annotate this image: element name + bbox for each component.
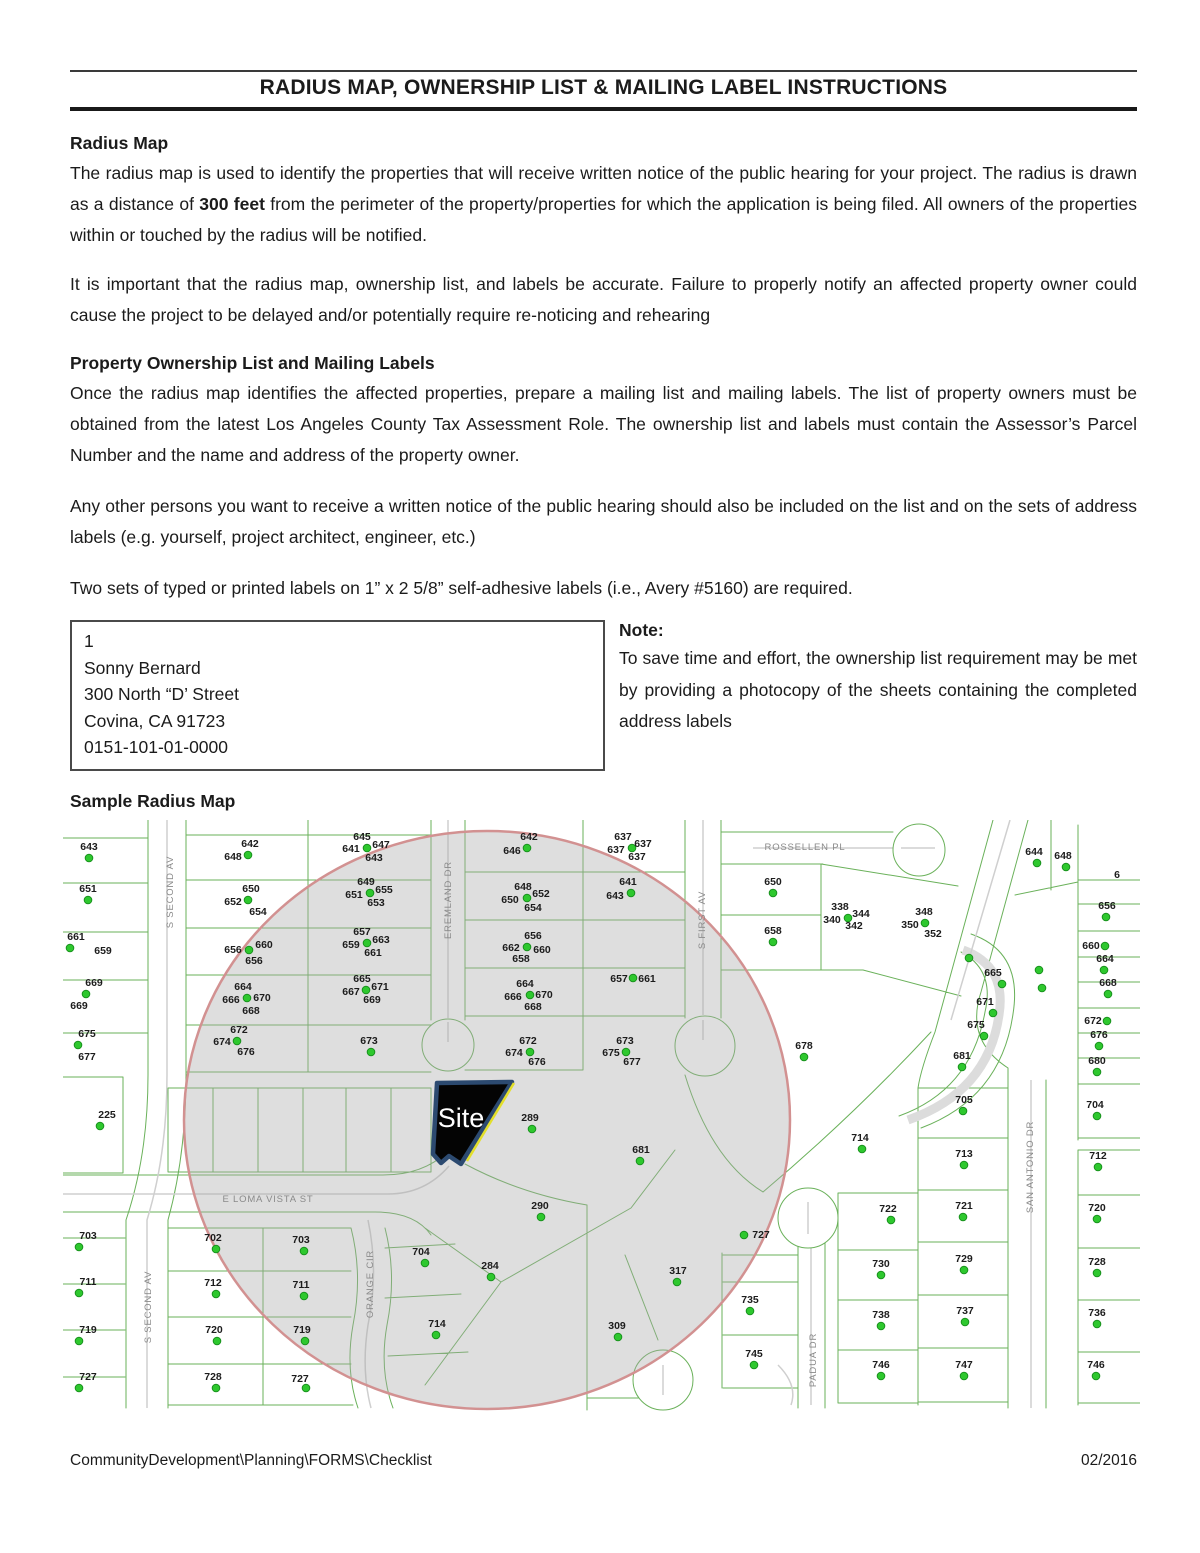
parcel-dot [1093,1112,1101,1120]
parcel-dot [213,1337,221,1345]
parcel-dot [1035,966,1043,974]
parcel-label: 643 [80,840,98,853]
parcel-dot [362,986,370,994]
parcel-label: 665 [984,966,1002,979]
parcel-label: 661 [67,930,85,943]
parcel-dot [421,1259,429,1267]
parcel-label: 672 [1084,1014,1102,1027]
parcel-label: 711 [292,1278,310,1291]
parcel-label: 650 [501,893,519,906]
parcel-dot [1104,990,1112,998]
parcel-label: 728 [204,1370,222,1383]
sample-address-line: Sonny Bernard [84,657,201,678]
parcel-dot [1103,1017,1111,1025]
parcel-label: 746 [1087,1358,1105,1371]
parcel-dot [1093,1320,1101,1328]
parcel-dot [961,1318,969,1326]
parcel-label: 660 [1082,939,1100,952]
parcel-dot [960,1372,968,1380]
parcel-dot [887,1216,895,1224]
parcel-label: 736 [1088,1306,1106,1319]
title-block [70,70,1137,111]
parcel-label: 653 [367,896,385,909]
parcel-label: 719 [293,1323,311,1336]
parcel-dot [537,1213,545,1221]
parcel-dot [85,854,93,862]
parcel-label: 712 [204,1276,222,1289]
cul-de-sac [893,824,945,876]
sample-address-line: 1 [84,631,94,651]
parcel-dot [989,1009,997,1017]
footer-path: CommunityDevelopment\Planning\FORMS\Checklist [70,1451,432,1469]
note-body: To save time and effort, the ownership list requirement may be met by providing a photocopy of the sheets containing the completed address labels [619,648,1137,731]
parcel-dot [921,919,929,927]
parcel-label: 6 [1114,868,1120,881]
parcel-label: 671 [371,980,389,993]
parcel-label: 648 [224,850,242,863]
parcel-label: 643 [365,851,383,864]
parcel-label: 675 [967,1018,985,1031]
parcel-dot [1102,913,1110,921]
parcel-dot [614,1333,622,1341]
parcel-dot [74,1041,82,1049]
page-footer [70,1452,1137,1470]
parcel-dot [1093,1269,1101,1277]
parcel-label: 650 [242,882,260,895]
site-label: Site [437,1102,485,1133]
parcel-label: 668 [524,1000,542,1013]
parcel-dot [523,844,531,852]
parcel-label: 290 [531,1199,549,1212]
parcel-dot [84,896,92,904]
parcel-dot [363,939,371,947]
sample-address-line: 0151-101-01-0000 [84,737,229,757]
parcel-label: 651 [345,888,363,901]
parcel-label: 644 [1025,845,1043,858]
parcel-label: 656 [1098,899,1116,912]
street-label: E LOMA VISTA ST [222,1193,314,1205]
parcel-label: 309 [608,1319,626,1332]
parcel-label: 668 [242,1004,260,1017]
parcel-dot [960,1161,968,1169]
parcel-label: 714 [851,1131,869,1144]
parcel-label: 662 [502,941,520,954]
parcel-label: 660 [533,943,551,956]
parcel-dot [75,1337,83,1345]
note-heading: Note: [619,620,664,640]
parcel-label: 637 [628,850,646,863]
parcel-label: 681 [632,1143,650,1156]
parcel-dot [367,1048,375,1056]
parcel-label: 657 [353,925,371,938]
parcel-dot [1093,1068,1101,1076]
parcel-label: 671 [976,995,994,1008]
parcel-dot [965,954,973,962]
parcel-label: 746 [872,1358,890,1371]
parcel-dot [959,1107,967,1115]
paragraph-text: The radius map is used to identify the properties that will receive written notice of the public hearing for your project. The radius is drawn as a distance of [70,163,1137,214]
parcel-dot [1100,966,1108,974]
ownership-paragraph-1: Once the radius map identifies the affected properties, prepare a mailing list and mailing labels. The list of property owners must be obtained from the latest Los Angeles County Tax Assessment Role. The ownership list and labels must contain the Assessor’s Parcel Number and the name and address of the property owner. [70,383,1137,465]
parcel-label: 737 [956,1304,974,1317]
parcel-label: 348 [915,905,933,918]
parcel-label: 654 [524,901,542,914]
parcel-dot [75,1384,83,1392]
parcel-label: 667 [342,985,360,998]
parcel-label: 729 [955,1252,973,1265]
parcel-label: 727 [79,1370,97,1383]
parcel-label: 650 [764,875,782,888]
parcel-dot [959,1213,967,1221]
parcel-dot [1101,942,1109,950]
parcel-label: 648 [1054,849,1072,862]
parcel-label: 730 [872,1257,890,1270]
parcel-dot [998,980,1006,988]
parcel-dot [750,1361,758,1369]
parcel-dot [877,1372,885,1380]
street-label: SAN ANTONIO DR [1025,1120,1036,1213]
parcel-dot [622,1048,630,1056]
sample-and-note-section [70,620,1137,771]
parcel-label: 670 [535,988,553,1001]
parcel-dot [800,1053,808,1061]
parcel-label: 677 [78,1050,96,1063]
parcel-dot [960,1266,968,1274]
parcel-dot [769,889,777,897]
parcel-dot [523,894,531,902]
parcel-label: 719 [79,1323,97,1336]
parcel-label: 656 [224,943,242,956]
parcel-label: 661 [364,946,382,959]
parcel-dot [300,1247,308,1255]
parcel-label: 648 [514,880,532,893]
parcel-dot [1038,984,1046,992]
parcel-dot [212,1384,220,1392]
sample-radius-map-heading: Sample Radius Map [70,790,236,811]
parcel-label: 645 [353,830,371,843]
parcel-label: 735 [741,1293,759,1306]
parcel-dot [432,1331,440,1339]
street-label: ORANGE CIR [365,1249,376,1318]
parcel-label: 703 [79,1229,97,1242]
parcel-dot [958,1063,966,1071]
parcel-dot [746,1307,754,1315]
parcel-label: 680 [1088,1054,1106,1067]
parcel-label: 352 [924,927,942,940]
parcel-label: 666 [222,993,240,1006]
parcel-label: 657 [610,972,628,985]
street-label: S FIRST AV [697,890,708,949]
ownership-paragraph-2: Any other persons you want to receive a written notice of the public hearing should also be included on the list and on the sets of address labels (e.g. yourself, project architect, engineer, etc.) [70,496,1137,547]
parcel-label: 703 [292,1233,310,1246]
parcel-dot [1092,1372,1100,1380]
parcel-dot [526,1048,534,1056]
parcel-dot [526,991,534,999]
parcel-dot [877,1322,885,1330]
parcel-dot [636,1157,644,1165]
parcel-label: 669 [363,993,381,1006]
parcel-label: 637 [614,830,632,843]
parcel-label: 225 [98,1108,116,1121]
sample-address-line: Covina, CA 91723 [84,710,226,731]
parcel-dot [528,1125,536,1133]
parcel-dot [1062,863,1070,871]
parcel-label: 745 [745,1347,763,1360]
parcel-label: 664 [234,980,252,993]
footer-date: 02/2016 [1080,1451,1137,1469]
parcel-label: 720 [205,1323,223,1336]
parcel-label: 704 [1086,1098,1104,1111]
parcel-label: 649 [357,875,375,888]
parcel-label: 727 [752,1228,770,1241]
note-column [619,620,1137,738]
parcel-label: 654 [249,905,267,918]
parcel-label: 344 [852,907,870,920]
parcel-dot [487,1273,495,1281]
parcel-label: 722 [879,1202,897,1215]
parcel-label: 677 [623,1055,641,1068]
parcel-label: 674 [505,1046,523,1059]
parcel-label: 675 [602,1046,620,1059]
street-label: EREMLAND DR [443,860,454,939]
parcel-label: 702 [204,1231,222,1244]
parcel-label: 714 [428,1317,446,1330]
parcel-dot [1095,1042,1103,1050]
parcel-label: 738 [872,1308,890,1321]
parcel-label: 704 [412,1245,430,1258]
sample-radius-map [63,820,1140,1412]
parcel-dot [244,896,252,904]
parcel-dot [363,844,371,852]
parcel-label: 668 [1099,976,1117,989]
parcel-dot [243,994,251,1002]
parcel-dot [300,1292,308,1300]
parcel-label: 659 [94,944,112,957]
ownership-heading: Property Ownership List and Mailing Labels [70,353,435,373]
parcel-label: 661 [638,972,656,985]
bold-300-feet: 300 feet [199,194,265,214]
street-label: PADUA DR [808,1332,819,1387]
parcel-dot [245,946,253,954]
parcel-label: 720 [1088,1201,1106,1214]
parcel-label: 705 [955,1093,973,1106]
parcel-label: 338 [831,900,849,913]
parcel-dot [244,851,252,859]
parcel-dot [233,1037,241,1045]
parcel-dot [75,1243,83,1251]
parcel-label: 660 [255,938,273,951]
parcel-label: 713 [955,1147,973,1160]
parcel-label: 289 [521,1111,539,1124]
parcel-label: 678 [795,1039,813,1052]
parcel-label: 652 [532,887,550,900]
parcel-label: 681 [953,1049,971,1062]
street-label: ROSSELLEN PL [764,841,846,853]
parcel-dot [301,1337,309,1345]
parcel-label: 284 [481,1259,499,1272]
labels-requirement-paragraph: Two sets of typed or printed labels on 1” x 2 5/8” self-adhesive labels (i.e., Avery #5160) are required. [70,578,853,598]
parcel-label: 342 [845,919,863,932]
parcel-label: 642 [241,837,259,850]
parcel-dot [96,1122,104,1130]
parcel-label: 651 [79,882,97,895]
parcel-label: 340 [823,913,841,926]
parcel-dot [673,1278,681,1286]
sample-address-line: 300 North “D’ Street [84,684,239,704]
street-label: S SECOND AV [143,1270,154,1343]
parcel-dot [212,1290,220,1298]
parcel-label: 670 [253,991,271,1004]
parcel-label: 646 [503,844,521,857]
parcel-dot [366,889,374,897]
parcel-dot [82,990,90,998]
parcel-label: 643 [606,889,624,902]
parcel-label: 637 [607,843,625,856]
parcel-label: 711 [79,1275,97,1288]
parcel-label: 673 [616,1034,634,1047]
street-label: S SECOND AV [165,855,176,928]
parcel-dot [212,1245,220,1253]
parcel-dot [523,943,531,951]
parcel-dot [66,944,74,952]
parcel-dot [627,889,635,897]
parcel-label: 666 [504,990,522,1003]
parcel-label: 658 [512,952,530,965]
parcel-label: 641 [342,842,360,855]
parcel-label: 663 [372,933,390,946]
radius-map-svg [63,820,1140,1412]
parcel-label: 655 [375,883,393,896]
parcel-label: 664 [516,977,534,990]
parcel-label: 676 [1090,1028,1108,1041]
parcel-label: 727 [291,1372,309,1385]
parcel-dot [75,1289,83,1297]
parcel-dot [1033,859,1041,867]
radius-map-paragraph-1 [70,158,1137,251]
parcel-label: 672 [230,1023,248,1036]
parcel-label: 675 [78,1027,96,1040]
page-title: RADIUS MAP, OWNERSHIP LIST & MAILING LABEL INSTRUCTIONS [259,76,948,99]
paragraph-text: from the perimeter of the property/properties for which the application is being filed. All owners of the properties within or touched by the radius will be notified. [70,194,1137,245]
parcel-label: 642 [520,830,538,843]
parcel-label: 728 [1088,1255,1106,1268]
sample-address-box [70,620,605,771]
parcel-dot [980,1032,988,1040]
parcel-label: 641 [619,875,637,888]
parcel-label: 652 [224,895,242,908]
parcel-dot [302,1384,310,1392]
parcel-label: 669 [85,976,103,989]
parcel-dot [877,1271,885,1279]
parcel-label: 712 [1089,1149,1107,1162]
parcel-label: 658 [764,924,782,937]
parcel-dot [740,1231,748,1239]
parcel-dot [1093,1215,1101,1223]
parcel-label: 721 [955,1199,973,1212]
parcel-label: 647 [372,838,390,851]
parcel-dot [769,938,777,946]
parcel-label: 656 [245,954,263,967]
parcel-label: 665 [353,972,371,985]
parcel-label: 676 [237,1045,255,1058]
parcel-label: 317 [669,1264,687,1277]
parcel-label: 672 [519,1034,537,1047]
radius-map-paragraph-2: It is important that the radius map, ownership list, and labels be accurate. Failure to properly notify an affected property owner could cause the project to be delayed and/or potentially require re-noticing and rehearing [70,274,1137,325]
parcel-label: 747 [955,1358,973,1371]
parcel-label: 674 [213,1035,231,1048]
parcel-label: 669 [70,999,88,1012]
parcel-dot [1094,1163,1102,1171]
parcel-dot [858,1145,866,1153]
parcel-label: 673 [360,1034,378,1047]
parcel-label: 676 [528,1055,546,1068]
parcel-label: 350 [901,918,919,931]
parcel-label: 664 [1096,952,1114,965]
parcel-label: 637 [634,837,652,850]
radius-map-heading: Radius Map [70,133,169,153]
parcel-label: 656 [524,929,542,942]
parcel-dot [629,974,637,982]
parcel-label: 659 [342,938,360,951]
page [67,0,1137,1470]
